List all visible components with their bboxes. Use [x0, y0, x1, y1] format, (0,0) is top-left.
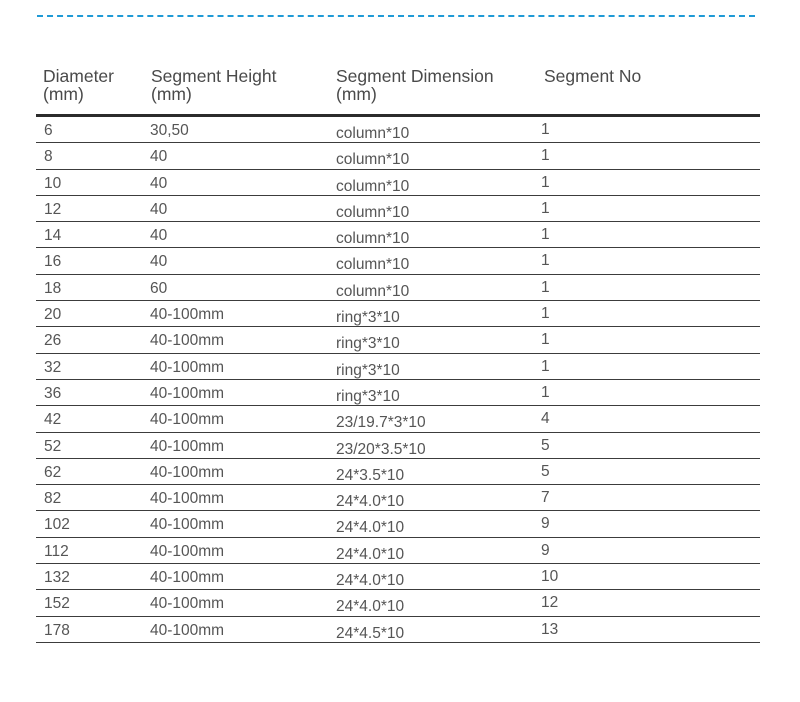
segment-no-cell: 1	[541, 199, 550, 217]
segment-height-cell: 40-100mm	[150, 332, 225, 350]
diameter-cell: 10	[44, 174, 62, 192]
diameter-cell: 52	[44, 437, 62, 455]
diameter-cell: 32	[44, 358, 62, 376]
diameter-cell: 82	[44, 490, 62, 508]
diameter-cell: 12	[44, 200, 62, 218]
table-row	[36, 354, 760, 380]
segment-dimension-cell: 24*4.0*10	[336, 493, 405, 511]
segment-height-cell: 40-100mm	[150, 569, 225, 587]
table-row	[36, 275, 760, 301]
segment-dimension-cell: 24*4.0*10	[336, 598, 405, 616]
segment-no-cell: 10	[541, 568, 559, 586]
segment-dimension-cell: 24*3.5*10	[336, 466, 405, 484]
segment-dimension-cell: column*10	[336, 151, 410, 169]
table-row	[36, 248, 760, 274]
segment-dimension-cell: ring*3*10	[336, 361, 400, 379]
diameter-cell: 152	[44, 595, 70, 613]
segment-dimension-cell: 24*4.0*10	[336, 545, 405, 563]
segment-dimension-cell: 24*4.0*10	[336, 572, 405, 590]
segment-height-cell: 40-100mm	[150, 437, 225, 455]
segment-no-cell: 1	[541, 121, 550, 138]
table-row	[36, 301, 760, 327]
table-row	[36, 617, 760, 643]
segment-height-cell: 60	[150, 279, 168, 297]
table-row	[36, 406, 760, 432]
segment-no-cell: 5	[541, 462, 550, 480]
segment-dimension-cell: column*10	[336, 177, 410, 195]
diameter-cell: 102	[44, 516, 70, 534]
table-row	[36, 222, 760, 248]
table-row	[36, 196, 760, 222]
header-segment-dimension: Segment Dimension (mm)	[336, 66, 494, 104]
segment-dimension-cell: column*10	[336, 256, 410, 274]
segment-height-cell: 40-100mm	[150, 384, 225, 402]
segment-no-cell: 1	[541, 278, 550, 296]
segment-height-cell: 40-100mm	[150, 516, 225, 534]
segment-dimension-cell: ring*3*10	[336, 309, 400, 327]
segment-no-cell: 9	[541, 541, 550, 559]
diameter-cell: 26	[44, 332, 62, 350]
table-body	[36, 117, 760, 643]
segment-no-cell: 9	[541, 515, 550, 533]
segment-height-cell: 40-100mm	[150, 306, 225, 324]
table-row	[36, 485, 760, 511]
segment-height-cell: 30,50	[150, 122, 189, 139]
diameter-cell: 62	[44, 463, 62, 481]
diameter-cell: 36	[44, 384, 62, 402]
segment-height-cell: 40	[150, 200, 168, 218]
table-row	[36, 327, 760, 353]
segment-dimension-cell: ring*3*10	[336, 387, 400, 405]
diameter-cell: 42	[44, 411, 62, 429]
segment-dimension-cell: 23/19.7*3*10	[336, 414, 426, 432]
segment-no-cell: 1	[541, 147, 550, 165]
segment-height-cell: 40-100mm	[150, 411, 225, 429]
segment-no-cell: 1	[541, 173, 550, 191]
segment-height-cell: 40-100mm	[150, 542, 225, 560]
diameter-cell: 178	[44, 621, 70, 639]
table-row	[36, 143, 760, 169]
table-row	[36, 459, 760, 485]
segment-height-cell: 40	[150, 148, 168, 166]
segment-height-cell: 40	[150, 253, 168, 271]
dashed-divider	[37, 15, 755, 17]
segment-no-cell: 1	[541, 331, 550, 349]
segment-dimension-cell: column*10	[336, 203, 410, 221]
segment-spec-table	[36, 64, 760, 643]
segment-no-cell: 1	[541, 305, 550, 323]
diameter-cell: 132	[44, 569, 70, 587]
table-row	[36, 511, 760, 537]
header-segment-no: Segment No	[544, 66, 642, 86]
segment-height-cell: 40-100mm	[150, 621, 225, 639]
header-segment-height: Segment Height (mm)	[151, 66, 277, 104]
header-diameter: Diameter (mm)	[43, 66, 114, 104]
segment-height-cell: 40	[150, 174, 168, 192]
table-row	[36, 380, 760, 406]
table-row	[36, 117, 760, 143]
diameter-cell: 112	[44, 542, 69, 560]
segment-dimension-cell: ring*3*10	[336, 335, 400, 353]
segment-no-cell: 7	[541, 489, 550, 507]
diameter-cell: 20	[44, 306, 62, 324]
table-row	[36, 538, 760, 564]
segment-dimension-cell: column*10	[336, 230, 410, 248]
segment-dimension-cell: 24*4.0*10	[336, 519, 405, 537]
table-row	[36, 590, 760, 616]
segment-no-cell: 1	[541, 252, 550, 270]
segment-no-cell: 1	[541, 357, 550, 375]
segment-no-cell: 13	[541, 620, 559, 638]
table-row	[36, 433, 760, 459]
segment-no-cell: 4	[541, 410, 550, 428]
table-header	[36, 64, 760, 117]
segment-height-cell: 40-100mm	[150, 463, 225, 481]
segment-no-cell: 1	[541, 226, 550, 244]
segment-dimension-cell: column*10	[336, 125, 410, 142]
segment-dimension-cell: 23/20*3.5*10	[336, 440, 426, 458]
segment-no-cell: 5	[541, 436, 550, 454]
segment-height-cell: 40-100mm	[150, 595, 225, 613]
segment-dimension-cell: column*10	[336, 282, 410, 300]
diameter-cell: 16	[44, 253, 62, 271]
table-row	[36, 564, 760, 590]
diameter-cell: 8	[44, 148, 53, 166]
diameter-cell: 6	[44, 122, 53, 139]
diameter-cell: 14	[44, 227, 62, 245]
segment-no-cell: 1	[541, 383, 550, 401]
segment-height-cell: 40	[150, 227, 168, 245]
segment-dimension-cell: 24*4.5*10	[336, 624, 405, 642]
table-row	[36, 170, 760, 196]
diameter-cell: 18	[44, 279, 62, 297]
segment-height-cell: 40-100mm	[150, 358, 225, 376]
segment-height-cell: 40-100mm	[150, 490, 225, 508]
segment-no-cell: 12	[541, 594, 559, 612]
